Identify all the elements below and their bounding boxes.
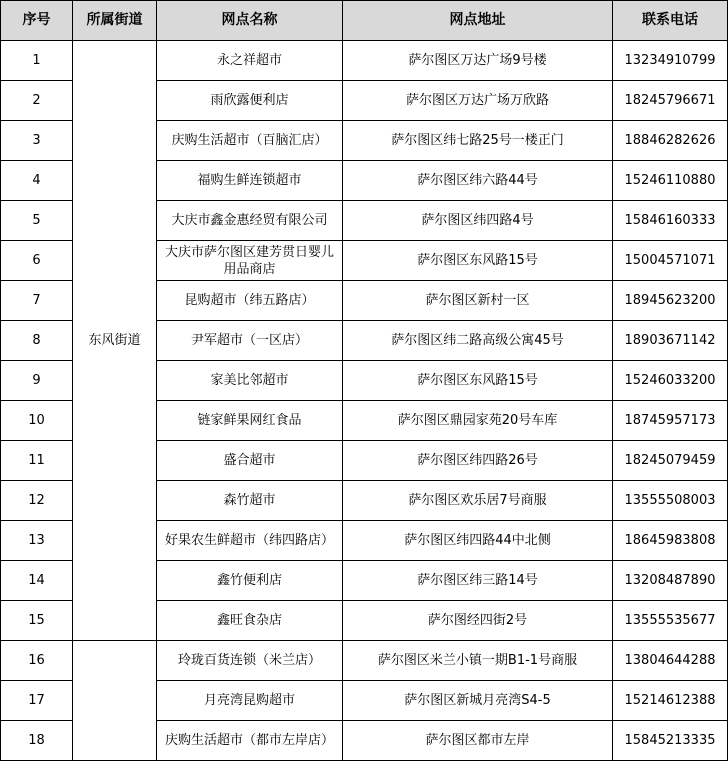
header-index: 序号 [1, 1, 73, 41]
outlet-phone: 18245796671 [613, 81, 728, 121]
header-name: 网点名称 [157, 1, 343, 41]
outlet-phone: 18903671142 [613, 321, 728, 361]
street-cell: 东风街道 [73, 41, 157, 641]
outlet-name: 尹军超市（一区店） [157, 321, 343, 361]
outlet-phone: 15004571071 [613, 241, 728, 281]
outlet-address: 萨尔图区纬三路14号 [343, 561, 613, 601]
outlet-address: 萨尔图区米兰小镇一期B1-1号商服 [343, 641, 613, 681]
outlet-phone: 15214612388 [613, 681, 728, 721]
outlet-name: 鑫旺食杂店 [157, 601, 343, 641]
row-index: 10 [1, 401, 73, 441]
outlet-name: 玲珑百货连锁（米兰店） [157, 641, 343, 681]
outlet-name: 链家鲜果网红食品 [157, 401, 343, 441]
row-index: 1 [1, 41, 73, 81]
outlet-phone: 13555508003 [613, 481, 728, 521]
outlet-phone: 15246110880 [613, 161, 728, 201]
outlet-address: 萨尔图区都市左岸 [343, 721, 613, 761]
outlet-name: 森竹超市 [157, 481, 343, 521]
header-street: 所属街道 [73, 1, 157, 41]
row-index: 14 [1, 561, 73, 601]
outlet-name: 永之祥超市 [157, 41, 343, 81]
outlet-address: 萨尔图区鼎园家苑20号车库 [343, 401, 613, 441]
outlet-name: 福购生鲜连锁超市 [157, 161, 343, 201]
row-index: 8 [1, 321, 73, 361]
outlet-phone: 15846160333 [613, 201, 728, 241]
outlet-name: 雨欣露便利店 [157, 81, 343, 121]
outlet-phone: 13804644288 [613, 641, 728, 681]
row-index: 13 [1, 521, 73, 561]
outlet-address: 萨尔图区纬六路44号 [343, 161, 613, 201]
outlet-name: 月亮湾昆购超市 [157, 681, 343, 721]
outlet-phone: 18645983808 [613, 521, 728, 561]
row-index: 11 [1, 441, 73, 481]
outlet-address: 萨尔图区欢乐居7号商服 [343, 481, 613, 521]
outlet-name: 好果农生鲜超市（纬四路店） [157, 521, 343, 561]
outlet-phone: 18846282626 [613, 121, 728, 161]
row-index: 15 [1, 601, 73, 641]
row-index: 6 [1, 241, 73, 281]
row-index: 7 [1, 281, 73, 321]
outlet-address: 萨尔图区纬七路25号一楼正门 [343, 121, 613, 161]
outlet-address: 萨尔图经四街2号 [343, 601, 613, 641]
outlet-address: 萨尔图区万达广场9号楼 [343, 41, 613, 81]
outlet-address: 萨尔图区东风路15号 [343, 361, 613, 401]
outlet-phone: 15246033200 [613, 361, 728, 401]
outlet-address: 萨尔图区万达广场万欣路 [343, 81, 613, 121]
outlet-phone: 18745957173 [613, 401, 728, 441]
outlet-address: 萨尔图区纬四路4号 [343, 201, 613, 241]
outlet-name: 昆购超市（纬五路店） [157, 281, 343, 321]
outlet-address: 萨尔图区新村一区 [343, 281, 613, 321]
outlet-address: 萨尔图区纬二路高级公寓45号 [343, 321, 613, 361]
row-index: 17 [1, 681, 73, 721]
row-index: 9 [1, 361, 73, 401]
outlet-name: 大庆市鑫金惠经贸有限公司 [157, 201, 343, 241]
outlet-address: 萨尔图区新城月亮湾S4-5 [343, 681, 613, 721]
header-address: 网点地址 [343, 1, 613, 41]
outlet-name: 鑫竹便利店 [157, 561, 343, 601]
outlet-phone: 13555535677 [613, 601, 728, 641]
outlet-address: 萨尔图区纬四路44中北侧 [343, 521, 613, 561]
row-index: 2 [1, 81, 73, 121]
header-phone: 联系电话 [613, 1, 728, 41]
outlet-phone: 18245079459 [613, 441, 728, 481]
table-row [1, 41, 728, 81]
outlet-phone: 13234910799 [613, 41, 728, 81]
outlet-phone: 13208487890 [613, 561, 728, 601]
street-cell [73, 641, 157, 761]
row-index: 3 [1, 121, 73, 161]
outlet-name: 大庆市萨尔图区建芳贯日婴儿用品商店 [157, 241, 343, 281]
outlet-name: 盛合超市 [157, 441, 343, 481]
outlet-address: 萨尔图区东风路15号 [343, 241, 613, 281]
outlet-address: 萨尔图区纬四路26号 [343, 441, 613, 481]
header-row [1, 1, 728, 41]
table-row [1, 641, 728, 681]
row-index: 18 [1, 721, 73, 761]
outlet-phone: 15845213335 [613, 721, 728, 761]
row-index: 12 [1, 481, 73, 521]
outlet-name: 庆购生活超市（百脑汇店） [157, 121, 343, 161]
row-index: 4 [1, 161, 73, 201]
outlet-name: 家美比邻超市 [157, 361, 343, 401]
row-index: 5 [1, 201, 73, 241]
outlet-name: 庆购生活超市（都市左岸店） [157, 721, 343, 761]
outlet-phone: 18945623200 [613, 281, 728, 321]
row-index: 16 [1, 641, 73, 681]
